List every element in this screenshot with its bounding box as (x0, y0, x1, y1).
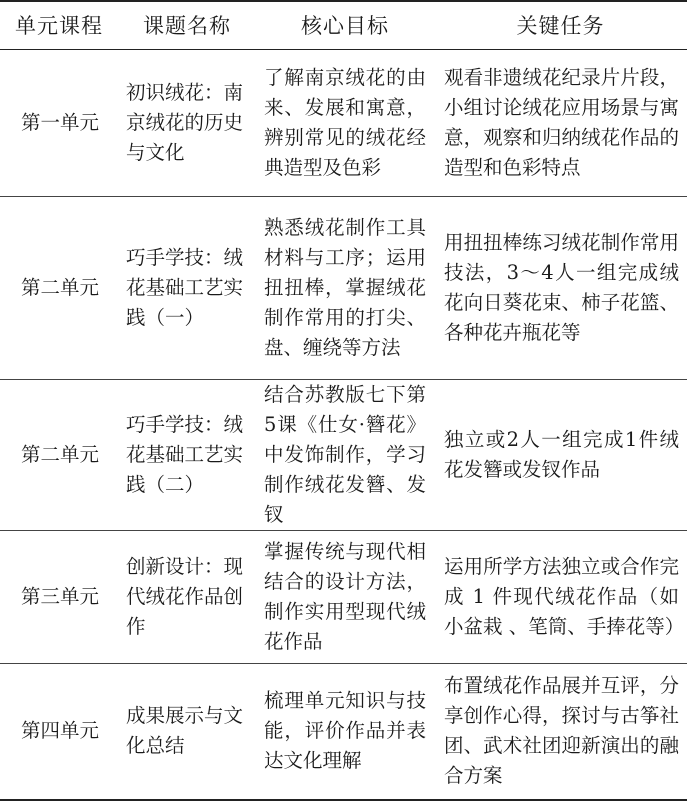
table-row (0, 663, 687, 800)
table-header (0, 1, 687, 49)
unit-cell: 第二单元 (0, 196, 118, 379)
goal-cell: 梳理单元知识与技能，评价作品并表达文化理解 (256, 663, 434, 800)
title-cell: 巧手学技：绒花基础工艺实践（一） (118, 196, 256, 379)
unit-cell: 第四单元 (0, 663, 118, 800)
title-cell: 成果展示与文化总结 (118, 663, 256, 800)
table-row (0, 196, 687, 379)
unit-cell: 第二单元 (0, 379, 118, 530)
title-cell: 创新设计：现代绒花作品创作 (118, 530, 256, 663)
header-goal: 核心目标 (256, 1, 434, 49)
task-cell: 运用所学方法独立或合作完成 1 件现代绒花作品（如小盆栽 、笔筒、手捧花等） (434, 530, 687, 663)
header-title: 课题名称 (118, 1, 256, 49)
title-cell: 巧手学技：绒花基础工艺实践（二） (118, 379, 256, 530)
goal-cell: 掌握传统与现代相结合的设计方法，制作实用型现代绒花作品 (256, 530, 434, 663)
table-body (0, 49, 687, 800)
table-row (0, 530, 687, 663)
task-cell: 独立或2人一组完成1件绒花发簪或发钗作品 (434, 379, 687, 530)
table-row (0, 49, 687, 196)
header-row (0, 1, 687, 49)
goal-cell: 熟悉绒花制作工具材料与工序；运用扭扭棒，掌握绒花制作常用的打尖、盘、缠绕等方法 (256, 196, 434, 379)
title-cell: 初识绒花：南京绒花的历史与文化 (118, 49, 256, 196)
header-task: 关键任务 (434, 1, 687, 49)
goal-cell: 了解南京绒花的由来、发展和寓意，辨别常见的绒花经典造型及色彩 (256, 49, 434, 196)
task-cell: 观看非遗绒花纪录片片段，小组讨论绒花应用场景与寓意，观察和归纳绒花作品的造型和色彩特点 (434, 49, 687, 196)
task-cell: 用扭扭棒练习绒花制作常用技法，3～4人一组完成绒花向日葵花束、柿子花篮、各种花卉瓶花等 (434, 196, 687, 379)
unit-cell: 第三单元 (0, 530, 118, 663)
task-cell: 布置绒花作品展并互评，分享创作心得，探讨与古筝社团、武术社团迎新演出的融合方案 (434, 663, 687, 800)
goal-cell: 结合苏教版七下第5课《仕女·簪花》中发饰制作，学习制作绒花发簪、发钗 (256, 379, 434, 530)
unit-cell: 第一单元 (0, 49, 118, 196)
header-unit: 单元课程 (0, 1, 118, 49)
table-row (0, 379, 687, 530)
